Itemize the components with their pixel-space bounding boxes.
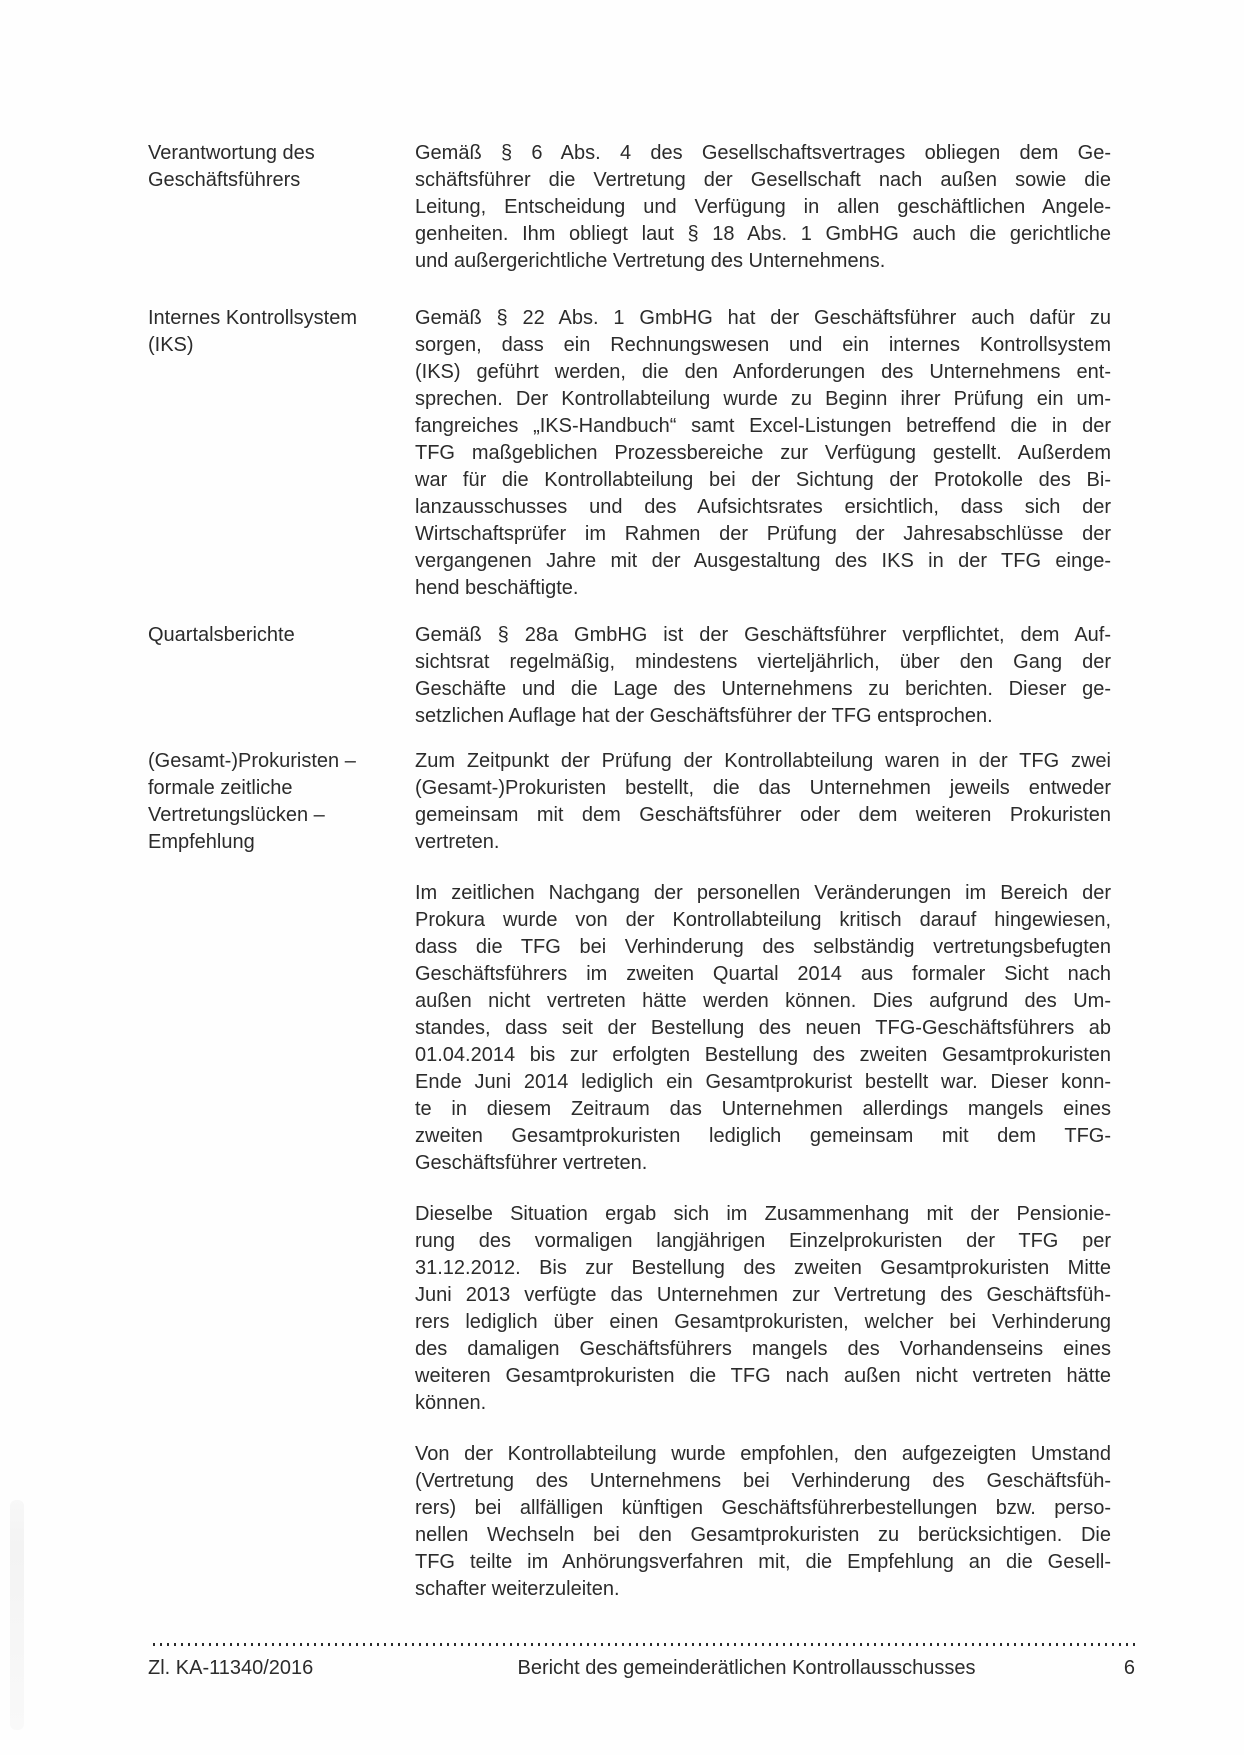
section-body — [415, 748, 1111, 1603]
text-line: TFG teilte im Anhörungsverfahren mit, die Empfehlung an die Gesell- — [415, 1551, 1111, 1573]
text-line: sprechen. Der Kontrollabteilung wurde zu Beginn ihrer Prüfung ein um- — [415, 388, 1111, 410]
text-line: hend beschäftigte. — [415, 577, 579, 599]
margin-label-line: Vertretungslücken – — [148, 804, 325, 826]
text-line: vergangenen Jahre mit der Ausgestaltung des IKS in der TFG einge- — [415, 550, 1111, 572]
paragraph — [415, 622, 1111, 730]
margin-label-line: (Gesamt-)Prokuristen – — [148, 750, 356, 772]
text-line: Gemäß § 22 Abs. 1 GmbHG hat der Geschäftsführer auch dafür zu — [415, 307, 1111, 329]
text-line: standes, dass seit der Bestellung des neuen TFG-Geschäftsführers ab — [415, 1017, 1111, 1039]
paragraph — [415, 1441, 1111, 1603]
text-line: (IKS) geführt werden, die den Anforderungen des Unternehmens ent- — [415, 361, 1111, 383]
margin-label-line: Empfehlung — [148, 831, 255, 853]
text-line: genheiten. Ihm obliegt laut § 18 Abs. 1 GmbHG auch die gerichtliche — [415, 223, 1111, 245]
paragraph — [415, 305, 1111, 602]
text-line: Geschäfte und die Lage des Unternehmens zu berichten. Dieser ge- — [415, 678, 1111, 700]
margin-label-line: Internes Kontrollsystem — [148, 307, 357, 329]
footer-dotted-rule — [153, 1643, 1135, 1646]
scan-artifact — [10, 1500, 24, 1730]
text-line: (Gesamt-)Prokuristen bestellt, die das Unternehmen jeweils entweder — [415, 777, 1111, 799]
text-line: schafter weiterzuleiten. — [415, 1578, 620, 1600]
text-line: Juni 2013 verfügte das Unternehmen zur Vertretung des Geschäftsfüh- — [415, 1284, 1111, 1306]
text-line: dass die TFG bei Verhinderung des selbständig vertretungsbefugten — [415, 936, 1111, 958]
paragraph — [415, 1201, 1111, 1417]
text-line: Zum Zeitpunkt der Prüfung der Kontrollabteilung waren in der TFG zwei — [415, 750, 1111, 772]
text-line: setzlichen Auflage hat der Geschäftsführer der TFG entsprochen. — [415, 705, 993, 727]
text-line: zweiten Gesamtprokuristen lediglich gemeinsam mit dem TFG- — [415, 1125, 1111, 1147]
text-line: 31.12.2012. Bis zur Bestellung des zweiten Gesamtprokuristen Mitte — [415, 1257, 1111, 1279]
section-body — [415, 622, 1111, 730]
text-line: Von der Kontrollabteilung wurde empfohlen, den aufgezeigten Umstand — [415, 1443, 1111, 1465]
text-line: war für die Kontrollabteilung bei der Sichtung der Protokolle des Bi- — [415, 469, 1111, 491]
text-line: schäftsführer die Vertretung der Gesellschaft nach außen sowie die — [415, 169, 1111, 191]
section-body — [415, 140, 1111, 275]
margin-label-line: (IKS) — [148, 334, 194, 356]
margin-label-line: Quartalsberichte — [148, 624, 295, 646]
text-line: Geschäftsführer vertreten. — [415, 1152, 648, 1174]
text-line: te in diesem Zeitraum das Unternehmen allerdings mangels eines — [415, 1098, 1111, 1120]
text-line: Im zeitlichen Nachgang der personellen Veränderungen im Bereich der — [415, 882, 1111, 904]
text-line: Prokura wurde von der Kontrollabteilung kritisch darauf hingewiesen, — [415, 909, 1111, 931]
text-line: sorgen, dass ein Rechnungswesen und ein internes Kontrollsystem — [415, 334, 1111, 356]
text-line: Gemäß § 6 Abs. 4 des Gesellschaftsvertrages obliegen dem Ge- — [415, 142, 1111, 164]
text-line: sichtsrat regelmäßig, mindestens vierteljährlich, über den Gang der — [415, 651, 1111, 673]
text-line: und außergerichtliche Vertretung des Unternehmens. — [415, 250, 886, 272]
text-line: des damaligen Geschäftsführers mangels des Vorhandenseins eines — [415, 1338, 1111, 1360]
text-line: (Vertretung des Unternehmens bei Verhinderung des Geschäftsfüh- — [415, 1470, 1111, 1492]
paragraph — [415, 748, 1111, 856]
text-line: rers) bei allfälligen künftigen Geschäftsführerbestellungen bzw. perso- — [415, 1497, 1111, 1519]
margin-label — [148, 748, 403, 856]
margin-label — [148, 305, 403, 359]
text-line: Gemäß § 28a GmbHG ist der Geschäftsführer verpflichtet, dem Auf- — [415, 624, 1111, 646]
text-line: fangreiches „IKS-Handbuch“ samt Excel-Listungen betreffend die in der — [415, 415, 1111, 437]
paragraph — [415, 140, 1111, 275]
margin-label — [148, 622, 403, 649]
text-line: außen nicht vertreten hätte werden können. Dies aufgrund des Um- — [415, 990, 1111, 1012]
footer-reference: Zl. KA-11340/2016 — [148, 1657, 314, 1679]
section-body — [415, 305, 1111, 602]
paragraph — [415, 880, 1111, 1177]
text-line: Ende Juni 2014 lediglich ein Gesamtprokurist bestellt war. Dieser konn- — [415, 1071, 1111, 1093]
footer-title: Bericht des gemeinderätlichen Kontrollausschusses — [517, 1657, 976, 1679]
text-line: können. — [415, 1392, 487, 1414]
text-line: vertreten. — [415, 831, 500, 853]
text-line: Leitung, Entscheidung und Verfügung in allen geschäftlichen Angele- — [415, 196, 1111, 218]
text-line: Geschäftsführers im zweiten Quartal 2014 aus formaler Sicht nach — [415, 963, 1111, 985]
footer-page-number: 6 — [1123, 1657, 1135, 1679]
margin-label-line: Verantwortung des — [148, 142, 315, 164]
text-line: nellen Wechseln bei den Gesamtprokuristen zu berücksichtigen. Die — [415, 1524, 1111, 1546]
text-line: rung des vormaligen langjährigen Einzelprokuristen der TFG per — [415, 1230, 1111, 1252]
text-line: weiteren Gesamtprokuristen die TFG nach außen nicht vertreten hätte — [415, 1365, 1111, 1387]
text-line: 01.04.2014 bis zur erfolgten Bestellung des zweiten Gesamtprokuristen — [415, 1044, 1111, 1066]
page-footer — [148, 1655, 1135, 1681]
text-line: Wirtschaftsprüfer im Rahmen der Prüfung der Jahresabschlüsse der — [415, 523, 1111, 545]
margin-label — [148, 140, 403, 194]
margin-label-line: Geschäftsführers — [148, 169, 301, 191]
margin-label-line: formale zeitliche — [148, 777, 293, 799]
text-line: Dieselbe Situation ergab sich im Zusammenhang mit der Pensionie- — [415, 1203, 1111, 1225]
text-line: TFG maßgeblichen Prozessbereiche zur Verfügung gestellt. Außerdem — [415, 442, 1111, 464]
text-line: lanzausschusses und des Aufsichtsrates ersichtlich, dass sich der — [415, 496, 1111, 518]
text-line: gemeinsam mit dem Geschäftsführer oder dem weiteren Prokuristen — [415, 804, 1111, 826]
text-line: rers lediglich über einen Gesamtprokuristen, welcher bei Verhinderung — [415, 1311, 1111, 1333]
